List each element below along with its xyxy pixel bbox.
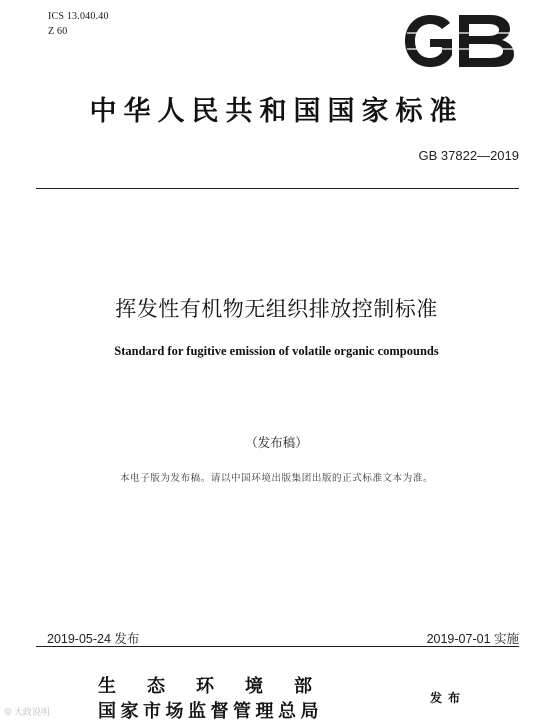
watermark-icon: ◎ [4,706,12,717]
issuer-ministry: 生态环境部 [98,676,343,697]
draft-label: （发布稿） [245,435,308,450]
national-standard-title: 中华人民共和国国家标准 [89,96,464,127]
issuer-administration: 国家市场监督管理总局 [98,701,323,722]
watermark-text: 大政说明 [13,708,50,718]
ccs-code: Z 60 [48,26,68,37]
watermark [4,705,50,718]
english-title: Standard for fugitive emission of volatile organic compounds [114,344,439,358]
bottom-divider [36,646,519,647]
chinese-title: 挥发性有机物无组织排放控制标准 [115,297,438,321]
release-date: 2019-05-24 发布 [47,632,140,646]
issue-word: 发布 [430,691,467,705]
standard-number: GB 37822—2019 [418,148,519,163]
top-divider [36,188,519,189]
gb-logo [402,13,517,69]
ics-code: ICS 13.040.40 [48,11,109,22]
implementation-date: 2019-07-01 实施 [426,632,519,646]
electronic-version-notice: 本电子版为发布稿。请以中国环境出版集团出版的正式标准文本为准。 [119,473,434,484]
